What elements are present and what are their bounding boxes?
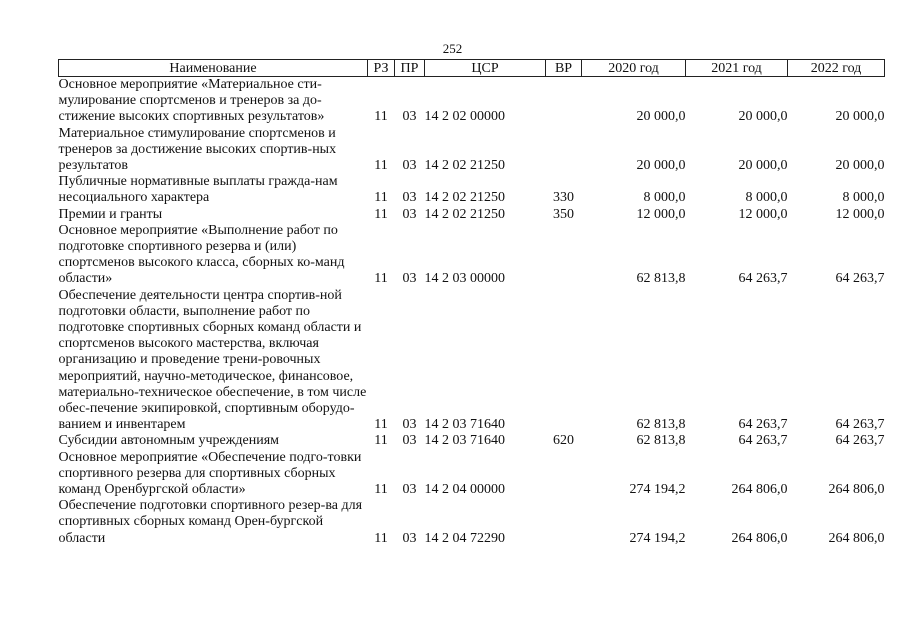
row-pr: 03 bbox=[402, 271, 417, 287]
row-name: Основное мероприятие «Обеспечение подго-товки спортивного резерва для спортивных сборных команд Оренбургской области» bbox=[58, 449, 362, 498]
row-rz: 11 bbox=[374, 190, 388, 206]
row-2021: 20 000,0 bbox=[738, 158, 788, 174]
row-2021: 8 000,0 bbox=[745, 190, 788, 206]
row-2022: 64 263,7 bbox=[835, 271, 885, 287]
row-name: Материальное стимулирование спортсменов и тренеров за достижение высоких спортив-ных результатов bbox=[58, 125, 337, 174]
row-2021: 64 263,7 bbox=[738, 433, 788, 449]
row-pr: 03 bbox=[402, 417, 417, 433]
row-2022: 8 000,0 bbox=[842, 190, 885, 206]
table-header-row bbox=[59, 60, 885, 77]
row-2021: 264 806,0 bbox=[731, 482, 788, 498]
row-2020: 274 194,2 bbox=[629, 530, 686, 546]
table-row bbox=[59, 433, 885, 449]
table-row bbox=[59, 174, 885, 206]
column-header-name: Наименование bbox=[59, 60, 368, 77]
row-csr: 14 2 02 21250 bbox=[424, 190, 505, 206]
table-row bbox=[59, 207, 885, 223]
row-csr: 14 2 02 21250 bbox=[424, 206, 505, 222]
row-name: Обеспечение деятельности центра спортив-ной подготовки области, выполнение работ по подготовке спортивных сборных команд области и спортсменов высокого мастерства, включая организацию и проведение трени-ровочных мероприятий, научно-методическое, финансовое, материально-техническое обеспечение, в том числе обес-печение экипировкой, спортивным оборудо-ванием и инвентарем bbox=[58, 287, 367, 433]
row-pr: 03 bbox=[402, 530, 417, 546]
row-name: Субсидии автономным учреждениям bbox=[58, 433, 280, 449]
column-header-pr: ПР bbox=[395, 60, 425, 77]
row-vr: 350 bbox=[553, 206, 574, 222]
column-header-2022: 2022 год bbox=[788, 60, 885, 77]
row-vr bbox=[546, 450, 582, 499]
row-2020: 62 813,8 bbox=[636, 417, 686, 433]
row-rz: 11 bbox=[374, 482, 388, 498]
row-2021: 264 806,0 bbox=[731, 530, 788, 546]
row-name: Основное мероприятие «Материальное сти-мулирование спортсменов и тренеров за до-стижение высоких спортивных результатов» bbox=[58, 77, 325, 125]
row-rz: 11 bbox=[374, 206, 388, 222]
row-2020: 20 000,0 bbox=[636, 109, 686, 125]
column-header-2021: 2021 год bbox=[686, 60, 788, 77]
row-2022: 20 000,0 bbox=[835, 158, 885, 174]
row-2022: 12 000,0 bbox=[835, 206, 885, 222]
row-2022: 64 263,7 bbox=[835, 433, 885, 449]
column-header-vr: ВР bbox=[546, 60, 582, 77]
row-2022: 264 806,0 bbox=[828, 530, 885, 546]
table-row bbox=[59, 77, 885, 126]
row-pr: 03 bbox=[402, 109, 417, 125]
row-2020: 62 813,8 bbox=[636, 433, 686, 449]
row-csr: 14 2 02 21250 bbox=[424, 158, 505, 174]
row-rz: 11 bbox=[374, 109, 388, 125]
table-row bbox=[59, 126, 885, 175]
row-pr: 03 bbox=[402, 482, 417, 498]
row-vr: 620 bbox=[553, 433, 574, 449]
row-2021: 20 000,0 bbox=[738, 109, 788, 125]
row-2020: 20 000,0 bbox=[636, 158, 686, 174]
row-rz: 11 bbox=[374, 271, 388, 287]
row-pr: 03 bbox=[402, 433, 417, 449]
row-pr: 03 bbox=[402, 206, 417, 222]
row-vr: 330 bbox=[553, 190, 574, 206]
budget-table bbox=[58, 59, 885, 547]
row-2020: 274 194,2 bbox=[629, 482, 686, 498]
column-header-2020: 2020 год bbox=[582, 60, 686, 77]
row-rz: 11 bbox=[374, 158, 388, 174]
row-csr: 14 2 04 00000 bbox=[424, 482, 505, 498]
row-rz: 11 bbox=[374, 433, 388, 449]
row-2022: 264 806,0 bbox=[828, 482, 885, 498]
page-number: 252 bbox=[442, 41, 463, 56]
row-2022: 20 000,0 bbox=[835, 109, 885, 125]
row-vr bbox=[546, 223, 582, 288]
row-csr: 14 2 02 00000 bbox=[424, 109, 505, 125]
row-rz: 11 bbox=[374, 530, 388, 546]
table-row bbox=[59, 223, 885, 288]
row-2021: 64 263,7 bbox=[738, 271, 788, 287]
column-header-rz: РЗ bbox=[368, 60, 395, 77]
row-2020: 12 000,0 bbox=[636, 206, 686, 222]
row-2022: 64 263,7 bbox=[835, 417, 885, 433]
row-name: Премии и гранты bbox=[58, 206, 163, 222]
row-vr bbox=[546, 77, 582, 126]
row-csr: 14 2 03 71640 bbox=[424, 433, 505, 449]
row-2020: 8 000,0 bbox=[643, 190, 686, 206]
row-name: Публичные нормативные выплаты гражда-нам несоциального характера bbox=[58, 174, 338, 206]
row-csr: 14 2 03 00000 bbox=[424, 271, 505, 287]
row-2021: 64 263,7 bbox=[738, 417, 788, 433]
column-header-csr: ЦСР bbox=[425, 60, 546, 77]
row-pr: 03 bbox=[402, 190, 417, 206]
row-vr bbox=[546, 498, 582, 547]
table-row bbox=[59, 450, 885, 499]
row-vr bbox=[546, 288, 582, 434]
row-name: Обеспечение подготовки спортивного резер-ва для спортивных сборных команд Орен-бургской области bbox=[58, 498, 363, 546]
row-csr: 14 2 04 72290 bbox=[424, 530, 505, 546]
table-row bbox=[59, 498, 885, 547]
row-pr: 03 bbox=[402, 158, 417, 174]
row-rz: 11 bbox=[374, 417, 388, 433]
row-csr: 14 2 03 71640 bbox=[424, 417, 505, 433]
row-name: Основное мероприятие «Выполнение работ по подготовке спортивного резерва и (или) спортсменов высокого класса, сборных ко-манд области» bbox=[58, 222, 345, 287]
row-vr bbox=[546, 126, 582, 175]
table-row bbox=[59, 288, 885, 434]
row-2021: 12 000,0 bbox=[738, 206, 788, 222]
row-2020: 62 813,8 bbox=[636, 271, 686, 287]
